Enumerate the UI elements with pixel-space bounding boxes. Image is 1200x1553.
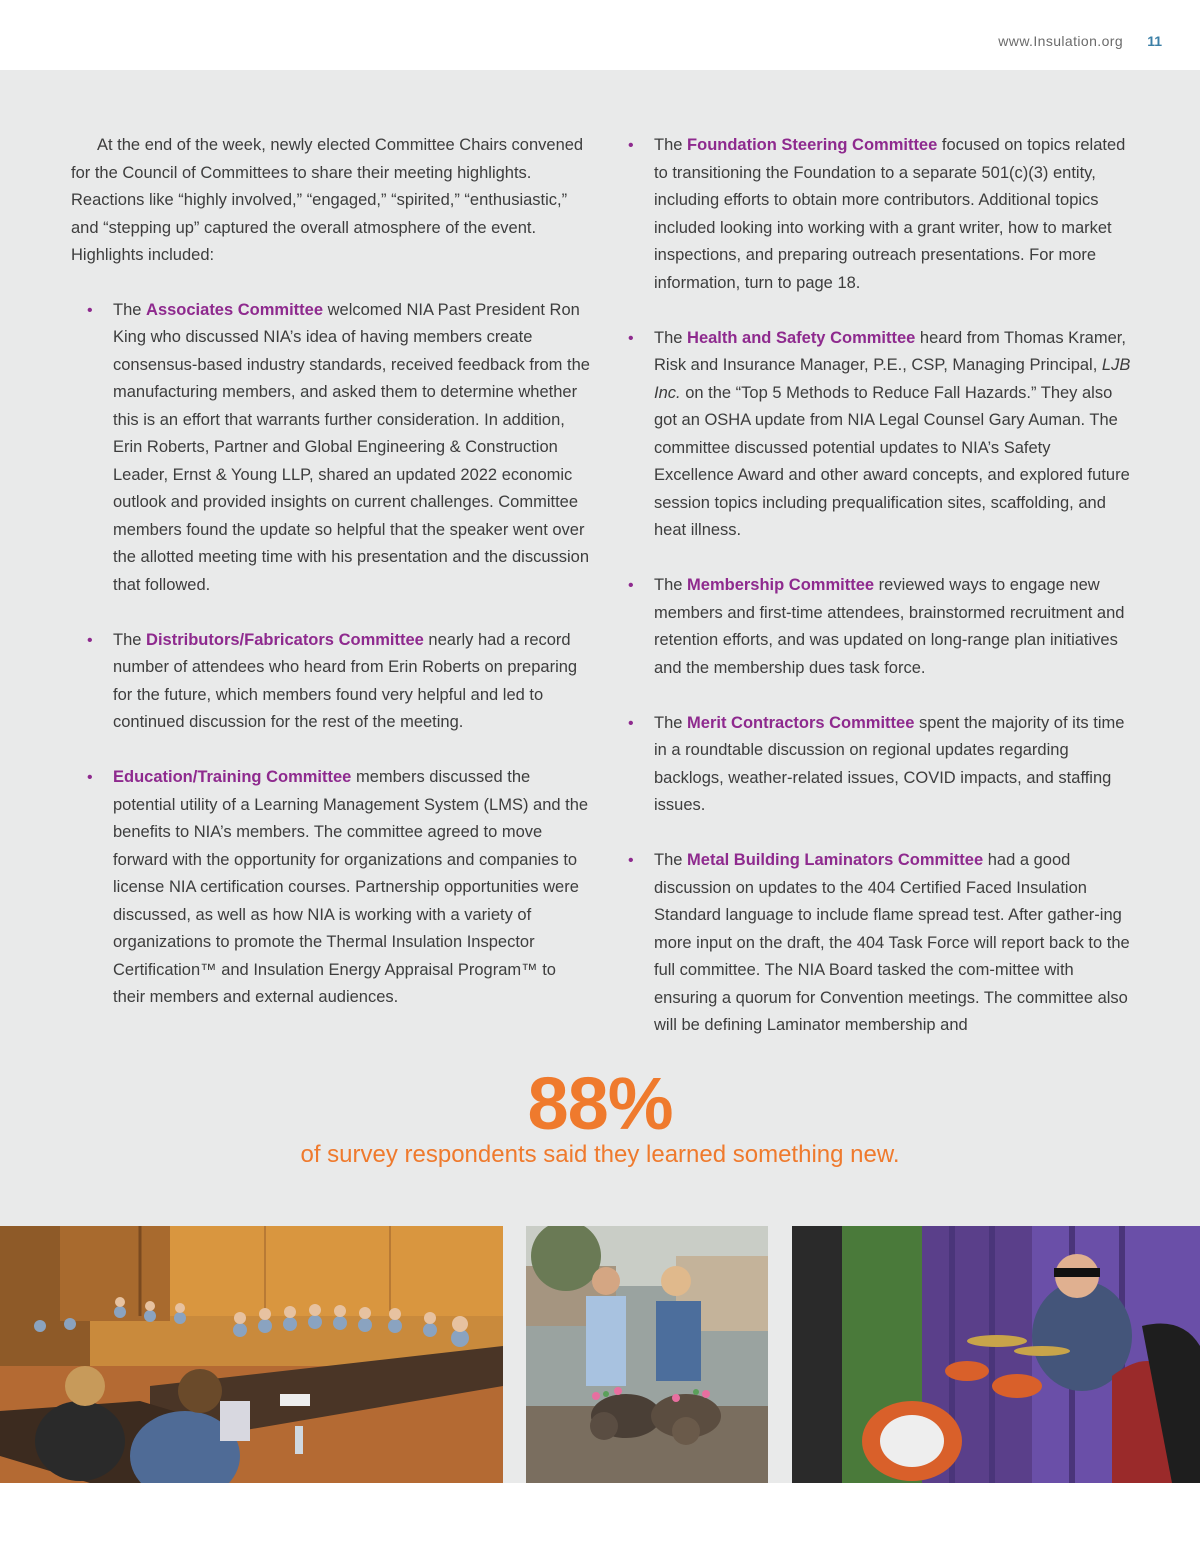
list-item: [628, 132, 1133, 297]
item-prefix: The: [654, 576, 688, 594]
bullet-icon: •: [87, 301, 93, 319]
page-number: 11: [1147, 33, 1162, 49]
bullet-icon: •: [628, 852, 634, 869]
company-name: LJB Inc.: [654, 356, 1131, 402]
item-prefix: The: [654, 328, 688, 347]
list-item: [628, 847, 1133, 1040]
bullet-icon: •: [87, 769, 93, 786]
stat-value: 88%: [527, 1062, 673, 1145]
site-url[interactable]: www.Insulation.org: [998, 33, 1123, 49]
right-column: [628, 132, 1133, 1067]
committee-name: Foundation Steering Committee: [687, 136, 938, 154]
item-text: heard from Thomas Kramer, Risk and Insurance Manager, P.E., CSP, Managing Principal,: [654, 328, 1126, 374]
item-prefix: The: [654, 136, 688, 154]
list-item: [628, 572, 1133, 682]
list-item: [628, 710, 1133, 820]
committee-name: Membership Committee: [687, 576, 875, 594]
committee-name: Distributors/Fabricators Committee: [146, 630, 424, 649]
stat-caption: of survey respondents said they learned something new.: [300, 1141, 900, 1168]
item-text: members discussed the potential utility of a Learning Management System (LMS) and the benefits to NIA’s members. The committee agreed to move forward with the opportunity for organizations and companies to license NIA certification courses. Partnership opportunities were discussed, as well as how NIA is working with a variety of organizations to promote the Thermal Insulation Inspector Certification™ and Insulation Energy Appraisal Program™ to their members and external audiences.: [113, 768, 589, 1006]
meeting-room-photo: [0, 1226, 503, 1483]
list-item: [71, 764, 591, 1012]
item-prefix: The: [113, 300, 147, 319]
left-bullet-list: [71, 297, 591, 1012]
committee-name: Health and Safety Committee: [687, 328, 916, 347]
drummer-photo: [792, 1226, 1200, 1483]
intro-paragraph: At the end of the week, newly elected Committee Chairs convened for the Council of Committees to share their meeting highlights. Reactions like “highly involved,” “engaged,” “spirited,” “enthusiastic,” and “stepping up” captured the overall atmosphere of the event. Highlights included:: [71, 136, 584, 264]
bullet-icon: •: [628, 137, 634, 154]
committee-name: Education/Training Committee: [113, 768, 352, 786]
committee-name: Associates Committee: [146, 300, 324, 319]
item-text: spent the majority of its time in a roundtable discussion on regional updates regarding backlogs, weather-related issues, COVID impacts, and staffing issues.: [654, 713, 1125, 814]
bullet-icon: •: [628, 577, 634, 594]
item-text: focused on topics related to transitioning the Foundation to a separate 501(c)(3) entity, including efforts to obtain more contributors. Additional topics included looking into working with a grant writer, how to market inspections, and preparing outreach presentations. For more information, turn to page 18.: [654, 136, 1126, 292]
left-column: [71, 132, 591, 1039]
bullet-icon: •: [87, 631, 93, 649]
committee-name: Metal Building Laminators Committee: [687, 851, 984, 869]
list-item: [628, 325, 1133, 545]
right-bullet-list: [628, 132, 1133, 1040]
survey-stat-callout: [0, 1062, 1200, 1170]
list-item: [71, 297, 591, 600]
item-text: reviewed ways to engage new members and first-time attendees, brainstormed recruitment and retention efforts, and was updated on long-range plan initiatives and the membership dues task force.: [654, 576, 1125, 677]
item-prefix: The: [654, 713, 688, 732]
item-text: had a good discussion on updates to the 404 Certified Faced Insulation Standard language to include flame spread test. After gather-ing more input on the draft, the 404 Task Force will report back to the full committee. The NIA Board tasked the com-mittee with ensuring a quorum for Convention meetings. The committee also will be defining Laminator membership and: [654, 851, 1130, 1034]
item-prefix: The: [654, 851, 688, 869]
page-header: [0, 0, 1200, 70]
bullet-icon: •: [628, 714, 634, 732]
item-text: welcomed NIA Past President Ron King who discussed NIA’s idea of having members create consensus-based industry standards, received feedback from the manufacturing members, and asked them to determine whether this is an effort that warrants further consideration. In addition, Erin Roberts, Partner and Global Engineering & Construction Leader, Ernst & Young LLP, shared an updated 2022 economic outlook and provided insights on current challenges. Committee members found the update so helpful that the speaker went over the allotted meeting time with his presentation and the discussion that followed.: [113, 300, 590, 594]
item-text: nearly had a record number of attendees who heard from Erin Roberts on preparing for the future, which members found very helpful and led to continued discussion for the rest of the meeting.: [113, 630, 578, 731]
bullet-icon: •: [628, 329, 634, 347]
committee-name: Merit Contractors Committee: [687, 713, 915, 732]
item-text-continued: on the “Top 5 Methods to Reduce Fall Hazards.” They also got an OSHA update from NIA Legal Counsel Gary Auman. The committee discussed potential updates to NIA’s Safety Excellence Award and other award concepts, and explored future session topics including prequalification sites, scaffolding, and heat illness.: [654, 383, 1130, 539]
item-prefix: The: [113, 630, 147, 649]
list-item: [71, 627, 591, 737]
donkeys-photo: [526, 1226, 768, 1483]
